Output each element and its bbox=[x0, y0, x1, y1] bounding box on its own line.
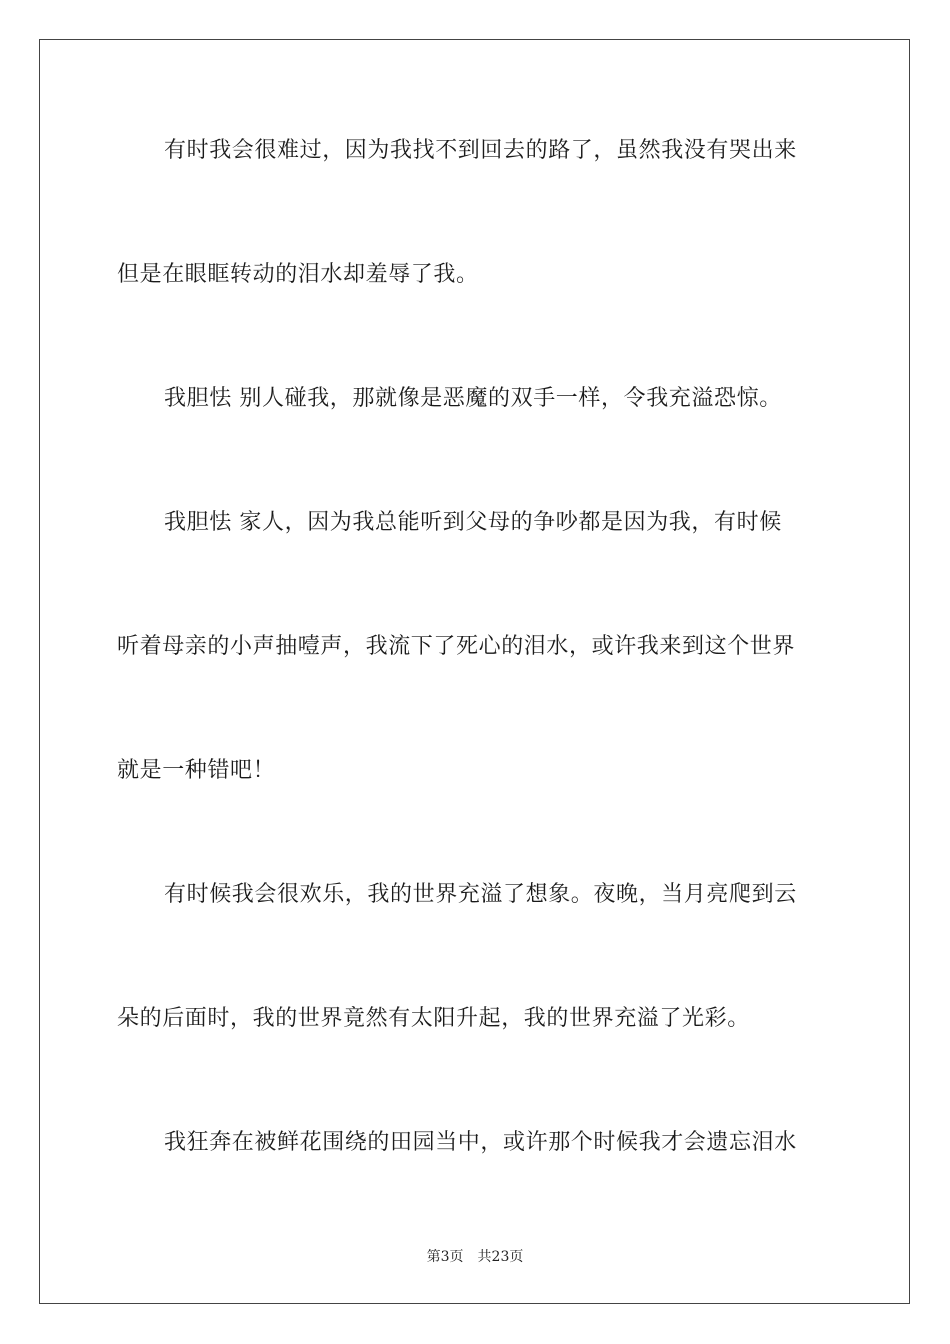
paragraph-1-line-2: 但是在眼眶转动的泪水却羞辱了我。 bbox=[117, 262, 479, 287]
paragraph-4-line-1: 有时候我会很欢乐，我的世界充溢了想象。夜晚，当月亮爬到云 bbox=[164, 882, 797, 907]
paragraph-2-line-1: 我胆怯 别人碰我，那就像是恶魔的双手一样，令我充溢恐惊。 bbox=[164, 386, 782, 411]
paragraph-1-line-1: 有时我会很难过，因为我找不到回去的路了，虽然我没有哭出来 bbox=[164, 138, 797, 163]
paragraph-3-line-1: 我胆怯 家人，因为我总能听到父母的争吵都是因为我，有时候 bbox=[164, 510, 782, 535]
paragraph-5-line-1: 我狂奔在被鲜花围绕的田园当中，或许那个时候我才会遗忘泪水 bbox=[164, 1130, 797, 1155]
total-pages: 共23页 bbox=[477, 1249, 524, 1265]
page-number: 第3页 bbox=[426, 1249, 464, 1265]
paragraph-3-line-2: 听着母亲的小声抽噎声，我流下了死心的泪水，或许我来到这个世界 bbox=[117, 634, 796, 659]
page-footer bbox=[0, 1247, 950, 1267]
page-border bbox=[39, 39, 910, 1304]
paragraph-3-line-3: 就是一种错吧！ bbox=[117, 758, 276, 783]
paragraph-4-line-2: 朵的后面时，我的世界竟然有太阳升起，我的世界充溢了光彩。 bbox=[117, 1006, 750, 1031]
